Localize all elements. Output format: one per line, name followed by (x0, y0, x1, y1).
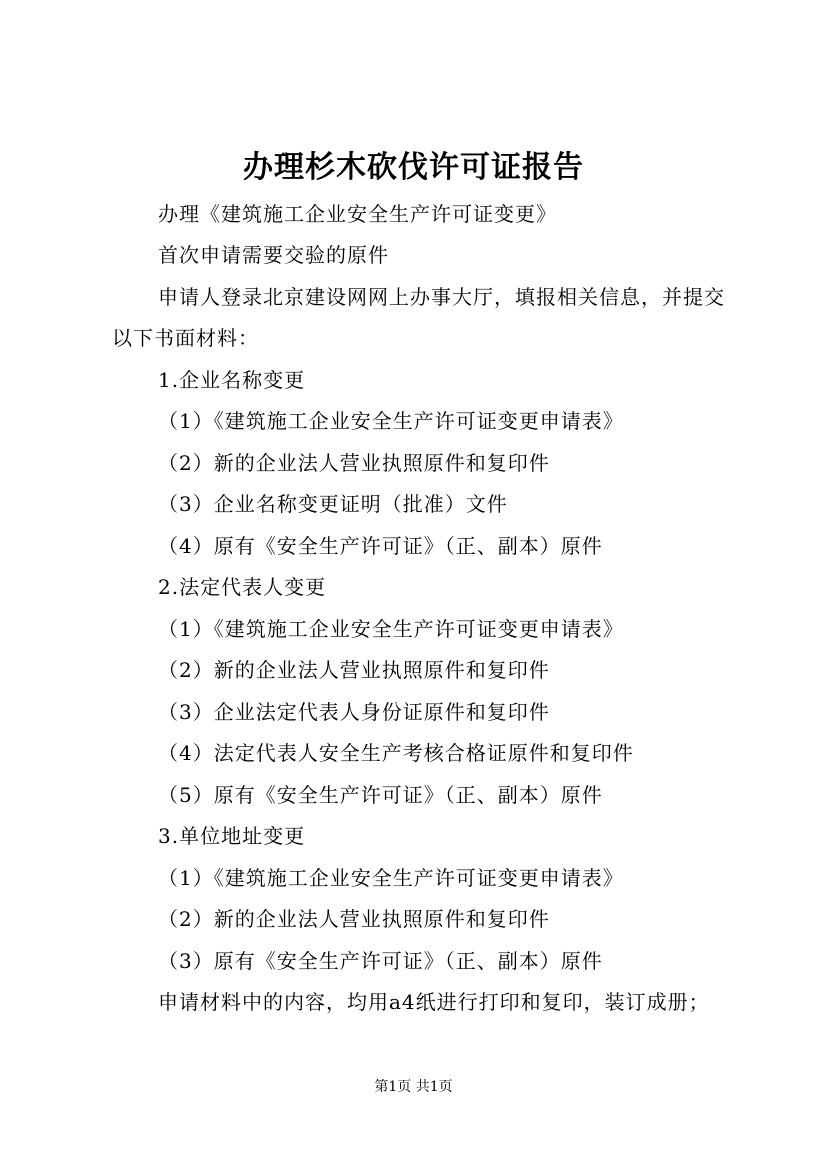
section-heading-1: 1.企业名称变更 (158, 368, 306, 392)
list-item: （2）新的企业法人营业执照原件和复印件 (158, 907, 550, 931)
list-item: （4）法定代表人安全生产考核合格证原件和复印件 (158, 741, 634, 765)
page-footer: 第1页 共1页 (374, 1079, 453, 1095)
list-item: （1）《建筑施工企业安全生产许可证变更申请表》 (158, 409, 624, 433)
list-item: （1）《建筑施工企业安全生产许可证变更申请表》 (158, 617, 624, 641)
paragraph-2: 首次申请需要交验的原件 (158, 243, 389, 267)
paragraph-3: 申请人登录北京建设网网上办事大厅，填报相关信息，并提交以下书面材料： (112, 285, 725, 350)
list-item: （4）原有《安全生产许可证》（正、副本）原件 (158, 534, 603, 558)
list-item: （3）原有《安全生产许可证》（正、副本）原件 (158, 949, 603, 973)
list-item: （3）企业名称变更证明（批准）文件 (158, 492, 508, 516)
list-item: （2）新的企业法人营业执照原件和复印件 (158, 451, 550, 475)
list-item: （5）原有《安全生产许可证》（正、副本）原件 (158, 783, 603, 807)
document-title: 办理杉木砍伐许可证报告 (243, 150, 584, 185)
section-heading-2: 2.法定代表人变更 (158, 575, 327, 599)
list-item: （2）新的企业法人营业执照原件和复印件 (158, 658, 550, 682)
list-item: （3）企业法定代表人身份证原件和复印件 (158, 700, 550, 724)
list-item: （1）《建筑施工企业安全生产许可证变更申请表》 (158, 866, 624, 890)
section-heading-3: 3.单位地址变更 (158, 824, 306, 848)
closing-paragraph: 申请材料中的内容，均用a4纸进行打印和复印，装订成册； (158, 990, 710, 1014)
paragraph-1: 办理《建筑施工企业安全生产许可证变更》 (158, 202, 557, 226)
